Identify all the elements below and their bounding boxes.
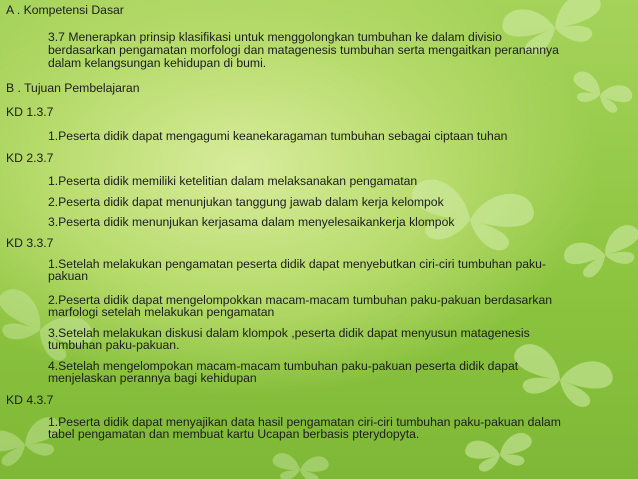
kd-label: KD 2.3.7	[6, 151, 54, 165]
list-item-continuation: tumbuhan paku-pakuan.	[48, 338, 180, 352]
list-item: 1.Peserta didik memiliki ketelitian dalam melaksanakan pengamatan	[48, 174, 418, 188]
kd-text-line: 3.7 Menerapkan prinsip klasifikasi untuk menggolongkan tumbuhan ke dalam divisio	[48, 30, 502, 44]
list-item-continuation: menjelaskan perannya bagi kehidupan	[48, 371, 257, 385]
list-item-continuation: marfologi setelah melakukan pengamatan	[48, 305, 275, 319]
kd-text-line: berdasarkan pengamatan morfologi dan matagenesis tumbuhan serta mengaitkan peranannya	[48, 43, 559, 57]
heading-kompetensi-dasar: A . Kompetensi Dasar	[6, 3, 124, 17]
list-item: 2.Peserta didik dapat mengelompokkan macam-macam tumbuhan paku-pakuan berdasarkan	[48, 293, 553, 307]
list-item: 3.Peserta didik menunjukan kerjasama dalam menyelesaikankerja klompok	[48, 215, 455, 229]
list-item: 4.Setelah mengelompokan macam-macam tumbuhan paku-pakuan peserta didik dapat	[48, 359, 519, 373]
kd-label: KD 3.3.7	[6, 236, 54, 250]
list-item: 1.Setelah melakukan pengamatan peserta didik dapat menyebutkan ciri-ciri tumbuhan paku-	[48, 257, 546, 271]
list-item: 2.Peserta didik dapat menunjukan tanggung jawab dalam kerja kelompok	[48, 195, 444, 209]
list-item: 1.Peserta didik dapat menyajikan data hasil pengamatan ciri-ciri tumbuhan paku-pakuan dalam	[48, 415, 561, 429]
list-item: 3.Setelah melakukan diskusi dalam klompok ,peserta didik dapat menyusun matagenesis	[48, 326, 530, 340]
heading-tujuan-pembelajaran: B . Tujuan Pembelajaran	[6, 81, 140, 95]
kd-label: KD 4.3.7	[6, 393, 54, 407]
list-item-continuation: tabel pengamatan dan membuat kartu Ucapan berbasis pterydopyta.	[48, 427, 420, 441]
kd-label: KD 1.3.7	[6, 105, 54, 119]
list-item-continuation: pakuan	[48, 269, 88, 283]
list-item: 1.Peserta didik dapat mengagumi keanekaragaman tumbuhan sebagai ciptaan tuhan	[48, 129, 508, 143]
kd-text-line: dalam kelangsungan kehidupan di bumi.	[48, 56, 267, 70]
